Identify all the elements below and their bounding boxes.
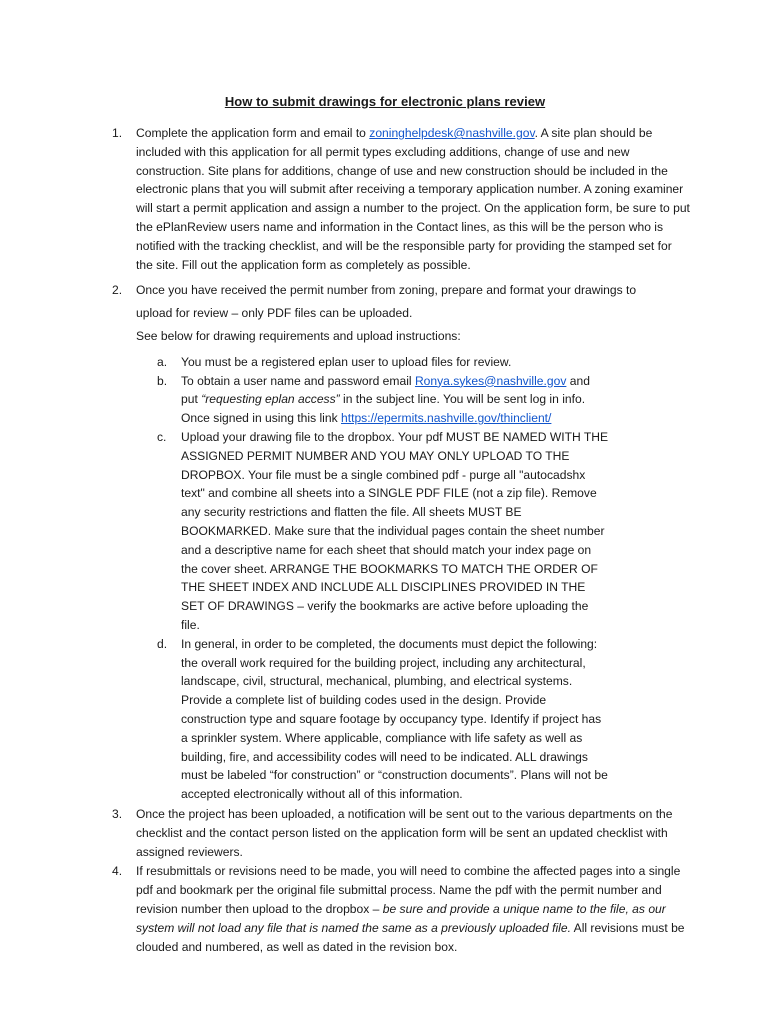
sub-list [0,353,770,804]
item-text-italic: be sure and provide a unique name to the file, as our system will not load any file that is named the same as a previously uploaded file. [136,901,666,935]
sub-item-italic: “requesting eplan access” [201,392,340,407]
sub-item-c [0,428,690,635]
sub-item-letter: a. [157,354,168,369]
item-text [136,124,690,274]
item-number: 4. [112,864,123,879]
item-text [136,862,690,956]
item-text-after: . A site plan should be included with this application for all permit types excluding additions, change of use and new construction. Site plans for additions, change of use and new construction should be included in the electronic plans that you will submit after receiving a temporary application number. A zoning examiner will start a permit application and assign a number to the project. On the application form, be sure to put the ePlanReview users name and information in the Contact lines, as this will be the person who is notified with the tracking checklist, and will be the responsible party for providing the stamped set for the site. Fill out the application form as completely as possible. [136,126,690,272]
sub-item-a [0,353,690,372]
sub-item-text: Upload your drawing file to the dropbox. Your pdf MUST BE NAMED WITH THE ASSIGNED PERMIT NUMBER AND YOU MAY ONLY UPLOAD TO THE DROPBOX. Your file must be a single combined pdf - purge all "autocadshx text" and combine all sheets into a SINGLE PDF FILE (not a zip file). Remove any security restrictions and flatten the file. All sheets MUST BE BOOKMARKED. Make sure that the individual pages contain the sheet number and a descriptive name for each sheet that should match your index page on the cover sheet. ARRANGE THE BOOKMARKS TO MATCH THE ORDER OF THE SHEET INDEX AND INCLUDE ALL DISCIPLINES PROVIDED IN THE SET OF DRAWINGS – verify the bookmarks are active before uploading the file. [181,430,609,633]
sub-item-text-after: in the subject line. You will be sent log in info. Once signed in using this link [181,392,586,426]
sub-item-text: You must be a registered eplan user to upload files for review. [181,354,512,369]
sub-item-letter: b. [157,373,168,388]
sub-item-letter: c. [157,430,167,445]
item-number: 1. [112,126,123,140]
item-text-before: Complete the application form and email to [136,126,370,140]
item-number: 3. [112,807,123,821]
instruction-list [0,124,770,961]
sub-item-text: In general, in order to be completed, the documents must depict the following: the overall work required for the building project, including any architectural, landscape, civil, structural, mechanical, plumbing, and electrical systems. Provide a complete list of building codes used in the design. Provide construction type and square footage by occupancy type. Identify if project has a sprinkler system. Where applicable, compliance with life safety as well as building, fire, and accessibility codes will need to be indicated. ALL drawings must be labeled “for construction” or “construction documents”. Plans will not be accepted electronically without all of this information. [181,636,608,802]
item-text-before: If resubmittals or revisions need to be made, you will need to combine the affected pages into a single pdf and bookmark per the original file submittal process. Name the pdf with the permit number and revision number then upload to the dropbox – [136,864,681,916]
zoning-email-link[interactable]: zoninghelpdesk@nashville.gov [369,126,535,140]
item-text-after: All revisions must be clouded and numbered, as well as dated in the revision box. [136,920,685,954]
sub-item-letter: d. [157,636,168,651]
sub-item-b [0,372,690,428]
item-number: 2. [112,283,123,298]
sub-item-text-before: To obtain a user name and password email [181,373,415,388]
item-text-line-2: upload for review – only PDF files can be uploaded. [136,305,413,320]
item-text-line-1: Once you have received the permit number from zoning, prepare and format your drawings to [136,283,637,298]
list-item-1 [0,124,770,274]
list-item-3 [0,805,770,861]
sub-item-d [0,635,690,804]
item-text: Once the project has been uploaded, a notification will be sent out to the various departments on the checklist and the contact person listed on the application form will be sent an updated checklist with assigned reviewers. [136,807,673,859]
page-title: How to submit drawings for electronic plans review [224,94,546,109]
thinclient-link[interactable]: https://epermits.nashville.gov/thinclient/ [341,411,552,426]
list-item-2 [0,279,770,348]
eplan-email-link[interactable]: Ronya.sykes@nashville.gov [414,373,567,388]
item-text-line-3: See below for drawing requirements and upload instructions: [136,329,461,344]
list-item-4 [0,862,770,956]
sub-item-text-mid: and put [181,373,590,407]
